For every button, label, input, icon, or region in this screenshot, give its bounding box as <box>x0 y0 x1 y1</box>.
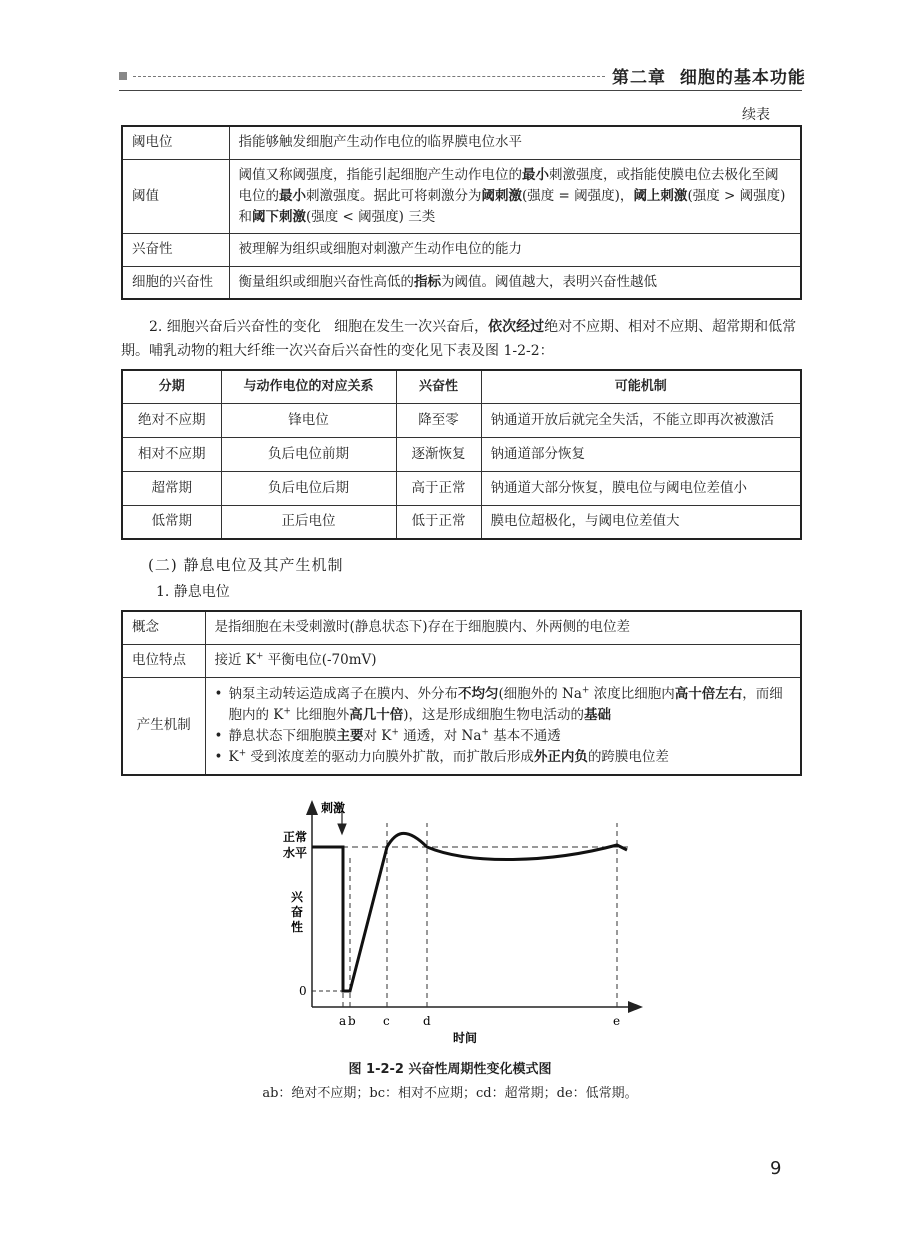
resting-potential-table <box>121 610 802 776</box>
table-row <box>122 505 801 539</box>
list-item: • K+ 受到浓度差的驱动力向膜外扩散，而扩散后形成外正内负的跨膜电位差 <box>215 747 792 768</box>
table-row <box>122 233 801 266</box>
table-row <box>122 471 801 505</box>
mechanism-cell: 钠通道开放后就完全失活，不能立即再次被激活 <box>481 403 801 437</box>
threshold-table <box>121 125 802 300</box>
term-cell: 阈电位 <box>122 126 229 159</box>
column-header: 分期 <box>122 370 221 403</box>
desc-cell: 指能够触发细胞产生动作电位的临界膜电位水平 <box>229 126 801 159</box>
phase-cell: 相对不应期 <box>122 437 221 471</box>
content-cell: 是指细胞在未受刺激时(静息状态下)存在于细胞膜内、外两侧的电位差 <box>205 611 801 644</box>
header-rule <box>119 90 802 91</box>
mechanism-cell: 钠通道部分恢复 <box>481 437 801 471</box>
y-axis-label: 性 <box>291 920 304 934</box>
tick-label: a <box>339 1014 347 1028</box>
table-row <box>122 403 801 437</box>
normal-label: 水平 <box>283 846 308 860</box>
column-header: 兴奋性 <box>396 370 481 403</box>
table-row <box>122 677 801 775</box>
list-item: • 静息状态下细胞膜主要对 K+ 通透，对 Na+ 基本不通透 <box>215 726 792 747</box>
subsection-heading: 1. 静息电位 <box>156 584 230 600</box>
term-cell: 细胞的兴奋性 <box>122 266 229 299</box>
mechanism-list <box>215 684 792 768</box>
excitability-figure <box>270 795 650 1050</box>
mechanism-cell: 膜电位超极化，与阈电位差值大 <box>481 505 801 539</box>
ap-cell: 正后电位 <box>221 505 396 539</box>
y-axis-label: 奋 <box>291 905 304 919</box>
desc-cell: 衡量组织或细胞兴奋性高低的指标为阈值。阈值越大，表明兴奋性越低 <box>229 266 801 299</box>
table-row <box>122 126 801 159</box>
excitability-cell: 逐渐恢复 <box>396 437 481 471</box>
ap-cell: 负后电位后期 <box>221 471 396 505</box>
excitability-curve <box>312 833 627 991</box>
y-axis-label: 兴 <box>291 890 304 904</box>
header-marker <box>119 72 127 80</box>
label-cell: 电位特点 <box>122 644 205 677</box>
content-cell: 接近 K+ 平衡电位(-70mV) <box>205 644 801 677</box>
tick-label: d <box>423 1014 431 1028</box>
page-number: 9 <box>770 1158 782 1179</box>
refractory-table <box>121 369 802 540</box>
tick-label: c <box>383 1014 390 1028</box>
table-row <box>122 266 801 299</box>
table-row <box>122 437 801 471</box>
excitability-cell: 降至零 <box>396 403 481 437</box>
column-header: 与动作电位的对应关系 <box>221 370 396 403</box>
continued-label: 续表 <box>742 107 770 123</box>
phase-cell: 低常期 <box>122 505 221 539</box>
table-header-row <box>122 370 801 403</box>
desc-cell: 被理解为组织或细胞对刺激产生动作电位的能力 <box>229 233 801 266</box>
ap-cell: 负后电位前期 <box>221 437 396 471</box>
chapter-title: 第二章 细胞的基本功能 <box>612 68 806 88</box>
normal-label: 正常 <box>283 830 308 844</box>
phase-cell: 绝对不应期 <box>122 403 221 437</box>
section-heading: (二) 静息电位及其产生机制 <box>148 556 344 574</box>
column-header: 可能机制 <box>481 370 801 403</box>
label-cell: 产生机制 <box>122 677 205 775</box>
table-row <box>122 159 801 233</box>
zero-label: 0 <box>299 984 307 998</box>
mechanism-cell: 钠通道大部分恢复，膜电位与阈电位差值小 <box>481 471 801 505</box>
phase-cell: 超常期 <box>122 471 221 505</box>
table-row <box>122 644 801 677</box>
excitability-paragraph: 2. 细胞兴奋后兴奋性的变化 细胞在发生一次兴奋后，依次经过绝对不应期、相对不应期、超常期和低常期。哺乳动物的粗大纤维一次兴奋后兴奋性的变化见下表及图 1-2-2： <box>121 319 797 359</box>
term-cell: 兴奋性 <box>122 233 229 266</box>
content-cell <box>205 677 801 775</box>
figure-caption: 图 1-2-2 兴奋性周期性变化模式图 <box>348 1062 552 1077</box>
x-axis-label: 时间 <box>453 1031 478 1045</box>
header-dashed-rule <box>133 76 605 77</box>
tick-label: e <box>613 1014 621 1028</box>
stimulus-label: 刺激 <box>321 801 346 815</box>
table-row <box>122 611 801 644</box>
figure-note: ab：绝对不应期；bc：相对不应期；cd：超常期；de：低常期。 <box>262 1086 638 1101</box>
ap-cell: 锋电位 <box>221 403 396 437</box>
excitability-cell: 低于正常 <box>396 505 481 539</box>
tick-label: b <box>348 1014 356 1028</box>
list-item: • 钠泵主动转运造成离子在膜内、外分布不均匀(细胞外的 Na+ 浓度比细胞内高十倍左右，而细胞内的 K+ 比细胞外高几十倍)，这是形成细胞生物电活动的基础 <box>215 684 792 726</box>
excitability-cell: 高于正常 <box>396 471 481 505</box>
label-cell: 概念 <box>122 611 205 644</box>
desc-cell: 阈值又称阈强度，指能引起细胞产生动作电位的最小刺激强度，或指能使膜电位去极化至阈电位的最小刺激强度。据此可将刺激分为阈刺激(强度 = 阈强度)，阈上刺激(强度 > 阈强度) 和阈下刺激(强度 < 阈强度) 三类 <box>229 159 801 233</box>
term-cell: 阈值 <box>122 159 229 233</box>
